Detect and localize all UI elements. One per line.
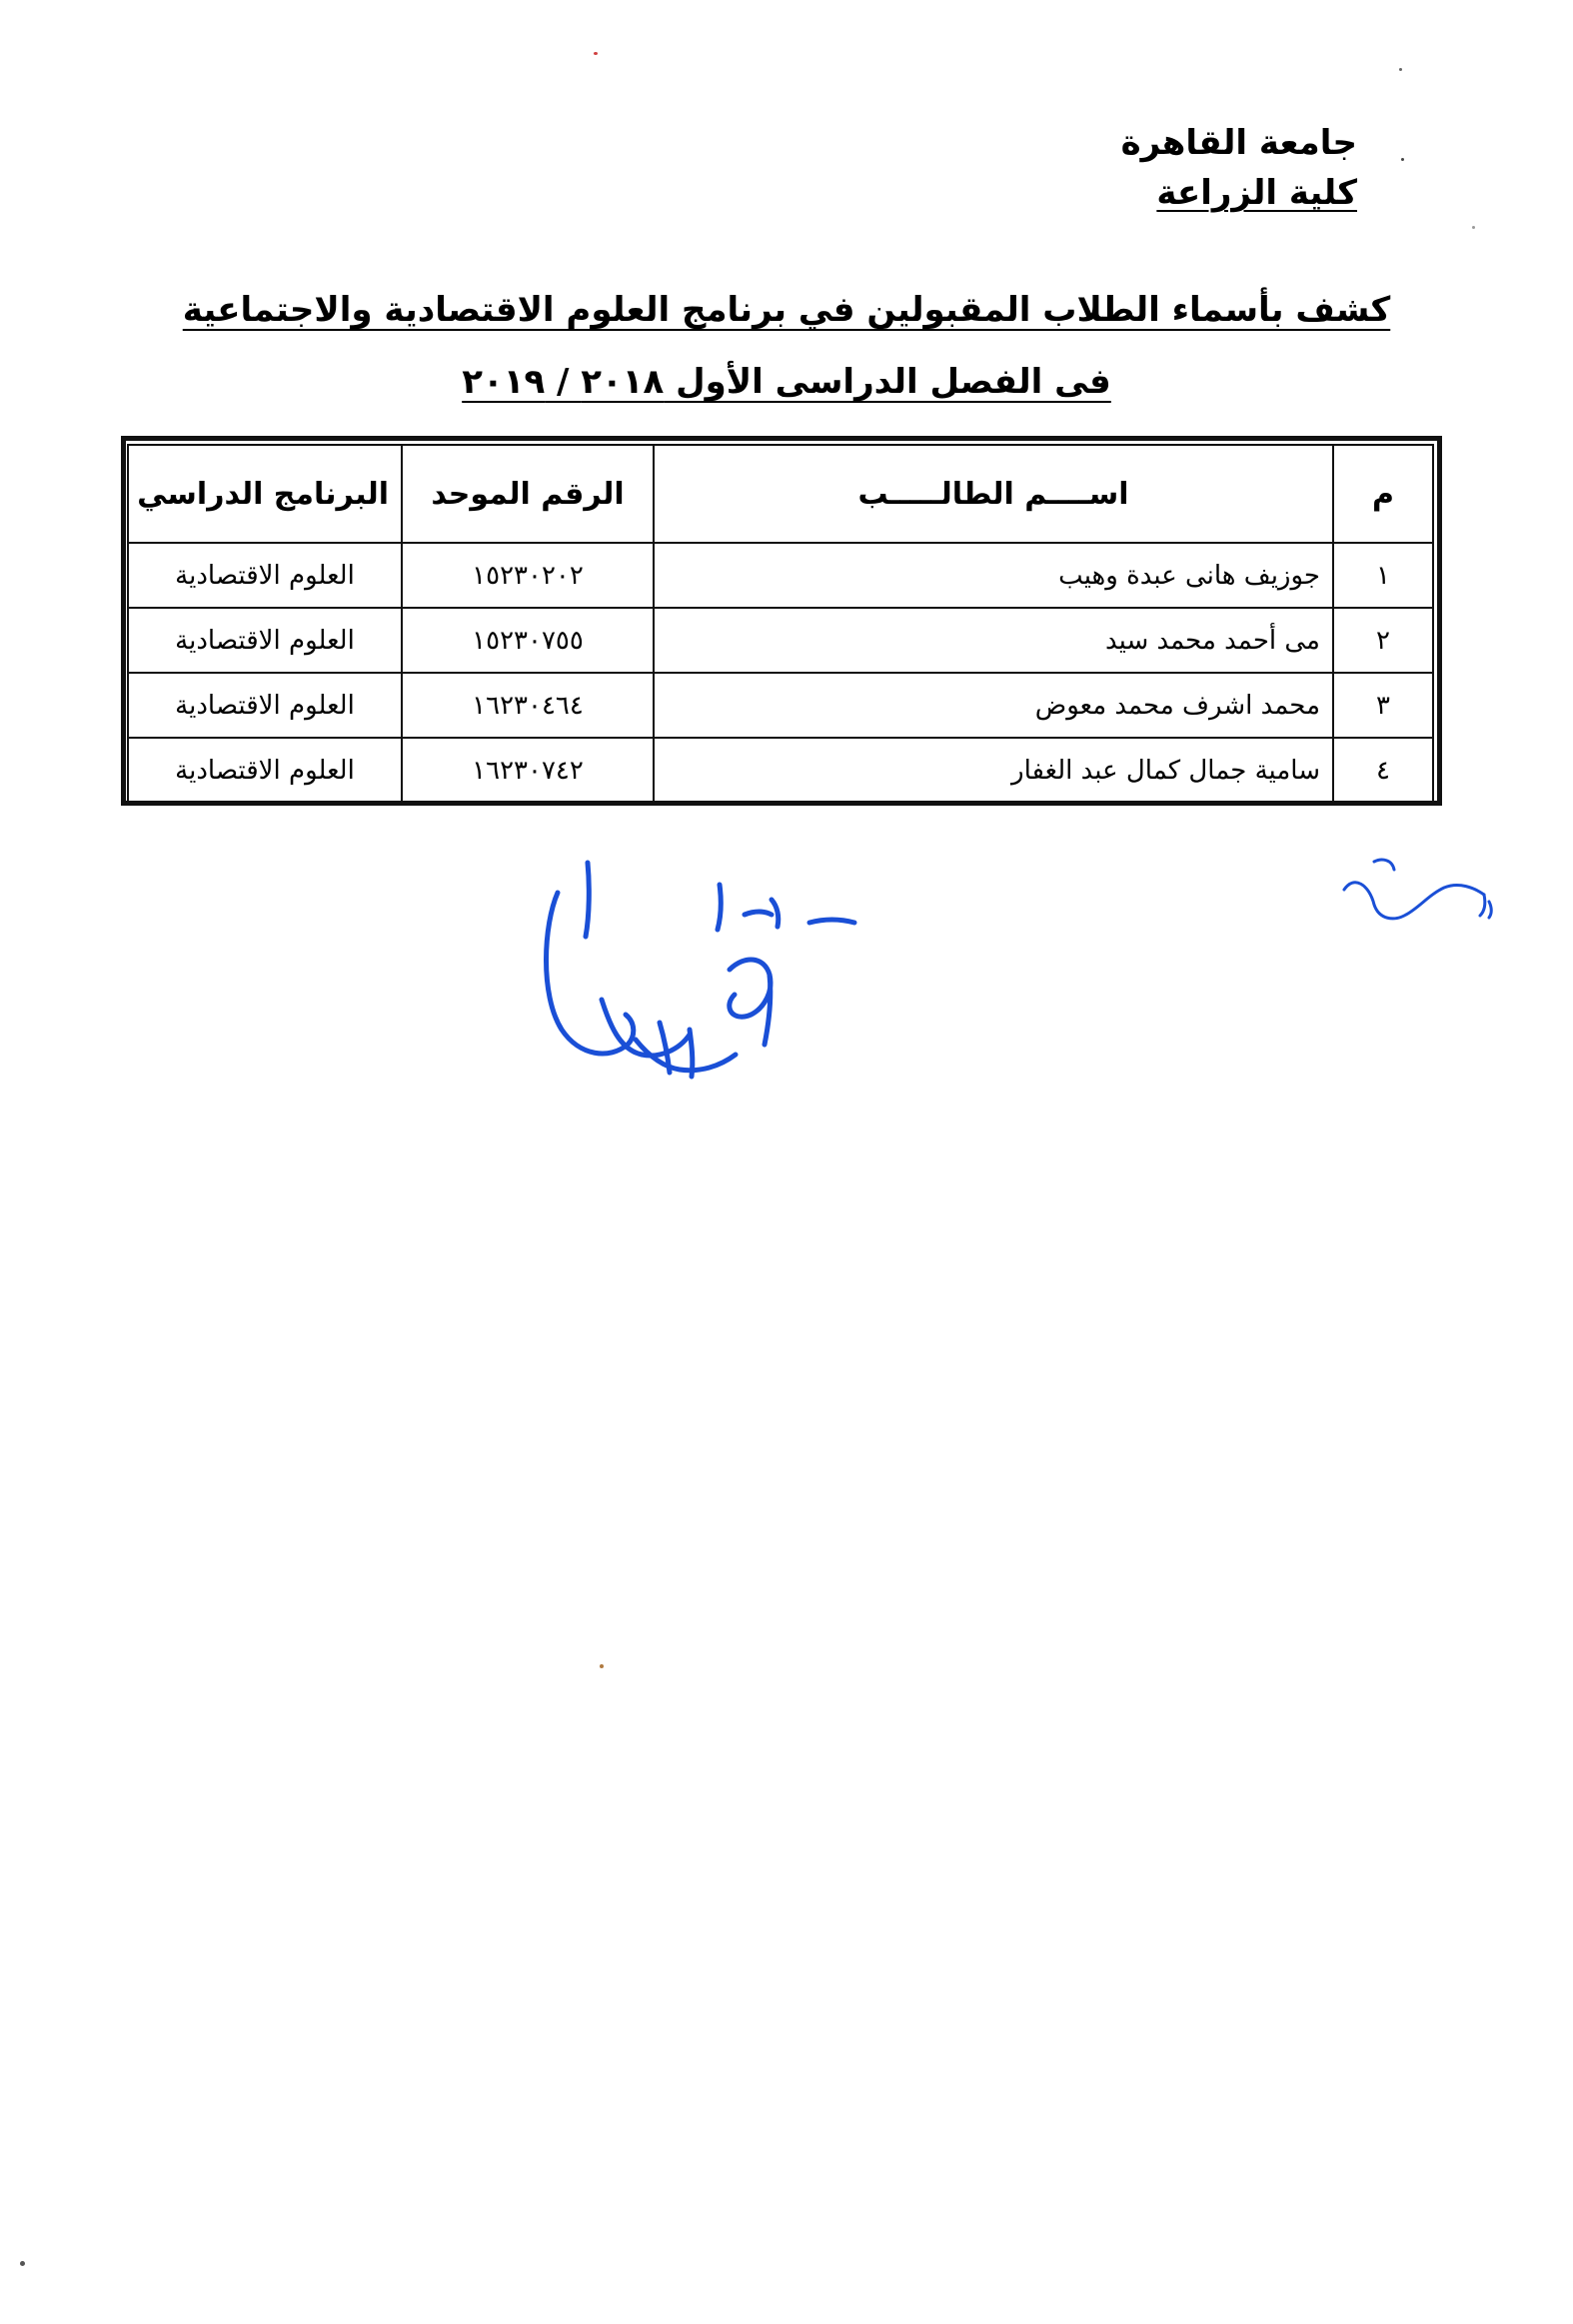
institution-header bbox=[1121, 118, 1357, 218]
row-program: العلوم الاقتصادية bbox=[128, 738, 402, 803]
table-row bbox=[128, 738, 1433, 803]
row-program: العلوم الاقتصادية bbox=[128, 543, 402, 608]
students-table bbox=[127, 444, 1434, 804]
scan-speck bbox=[594, 52, 598, 55]
scan-speck bbox=[600, 1664, 604, 1668]
row-index: ٣ bbox=[1333, 673, 1433, 738]
header-student-id: الرقم الموحد bbox=[402, 445, 654, 543]
header-program: البرنامج الدراسي bbox=[128, 445, 402, 543]
row-index: ١ bbox=[1333, 543, 1433, 608]
header-student-name: اســــم الطالـــــب bbox=[654, 445, 1333, 543]
row-index: ٤ bbox=[1333, 738, 1433, 803]
table-row bbox=[128, 608, 1433, 673]
table-row bbox=[128, 543, 1433, 608]
row-student-name: جوزيف هانى عبدة وهيب bbox=[654, 543, 1333, 608]
row-index: ٢ bbox=[1333, 608, 1433, 673]
row-program: العلوم الاقتصادية bbox=[128, 673, 402, 738]
students-table-frame bbox=[121, 436, 1442, 806]
table-row bbox=[128, 673, 1433, 738]
row-student-id: ١٥٢٣٠٧٥٥ bbox=[402, 608, 654, 673]
table-header-row bbox=[128, 445, 1433, 543]
row-student-id: ١٥٢٣٠٢٠٢ bbox=[402, 543, 654, 608]
faculty-name: كلية الزراعة bbox=[1156, 173, 1357, 213]
row-student-id: ١٦٢٣٠٤٦٤ bbox=[402, 673, 654, 738]
row-student-id: ١٦٢٣٠٧٤٢ bbox=[402, 738, 654, 803]
university-name: جامعة القاهرة bbox=[1120, 123, 1357, 163]
row-student-name: مى أحمد محمد سيد bbox=[654, 608, 1333, 673]
scan-speck bbox=[1399, 68, 1402, 71]
scan-speck bbox=[20, 2261, 25, 2266]
row-student-name: سامية جمال كمال عبد الغفار bbox=[654, 738, 1333, 803]
header-index: م bbox=[1333, 445, 1433, 543]
document-subtitle: فى الفصل الدراسى الأول ٢٠١٨ / ٢٠١٩ bbox=[462, 362, 1111, 402]
signature-icon bbox=[540, 845, 929, 1105]
scan-speck bbox=[1472, 226, 1475, 229]
scan-speck bbox=[1401, 158, 1404, 161]
initials-icon bbox=[1334, 850, 1514, 960]
row-student-name: محمد اشرف محمد معوض bbox=[654, 673, 1333, 738]
document-title: كشف بأسماء الطلاب المقبولين في برنامج العلوم الاقتصادية والاجتماعية bbox=[182, 290, 1391, 330]
row-program: العلوم الاقتصادية bbox=[128, 608, 402, 673]
